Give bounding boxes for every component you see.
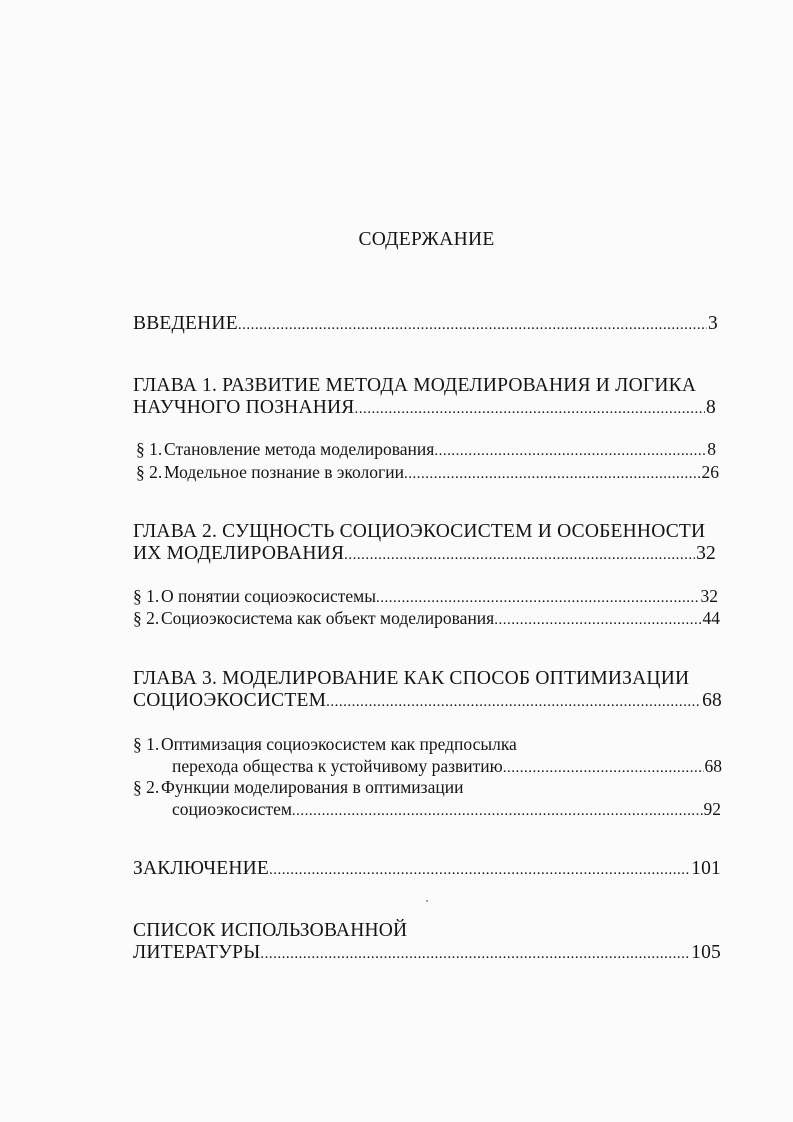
toc-entry-title: Социоэкосистема как объект моделирования	[161, 608, 495, 628]
toc-entry-chapter-1[interactable]	[133, 396, 716, 421]
page-number: 3	[708, 313, 718, 334]
toc-entry-section[interactable]	[172, 797, 721, 823]
page-number: 105	[691, 942, 721, 963]
dot-leader	[326, 690, 701, 714]
toc-entry-chapter-2[interactable]	[133, 542, 716, 567]
page-number: 44	[702, 608, 720, 628]
toc-entry-title: ВВЕДЕНИЕ	[133, 313, 238, 334]
page-number: 8	[707, 439, 716, 459]
chapter-2-heading[interactable]: ГЛАВА 2. СУЩНОСТЬ СОЦИОЭКОСИСТЕМ И ОСОБЕННОСТИ	[133, 521, 706, 542]
toc-entry-section[interactable]	[136, 460, 719, 486]
section-number: § 2.	[133, 777, 160, 797]
toc-entry-section-line1[interactable]	[133, 732, 517, 756]
scan-speck	[426, 900, 428, 902]
toc-entry-title: О понятии социоэкосистемы	[161, 586, 376, 606]
dot-leader	[355, 397, 706, 421]
chapter-3-heading[interactable]: ГЛАВА 3. МОДЕЛИРОВАНИЕ КАК СПОСОБ ОПТИМИЗАЦИИ	[133, 668, 690, 689]
dot-leader	[269, 858, 690, 882]
toc-entry-title: перехода общества к устойчивому развитию	[172, 756, 503, 776]
toc-entry-chapter-3[interactable]	[133, 689, 722, 714]
toc-entry-title: ИХ МОДЕЛИРОВАНИЯ	[133, 543, 345, 564]
page-number: 26	[701, 462, 719, 482]
page-number: 32	[700, 586, 718, 606]
section-number: § 1.	[133, 734, 160, 754]
section-number: § 2.	[133, 608, 160, 628]
toc-entry-title: СОЦИОЭКОСИСТЕМ	[133, 690, 327, 711]
dot-leader	[292, 799, 703, 823]
page-number: 32	[696, 543, 716, 564]
toc-entry-title: ЗАКЛЮЧЕНИЕ	[133, 858, 270, 879]
page-number: 101	[691, 858, 721, 879]
toc-entry-title: НАУЧНОГО ПОЗНАНИЯ	[133, 397, 355, 418]
page-number: 92	[703, 799, 721, 819]
dot-leader	[344, 543, 695, 567]
toc-entry-references[interactable]	[133, 941, 721, 966]
chapter-1-heading[interactable]: ГЛАВА 1. РАЗВИТИЕ МЕТОДА МОДЕЛИРОВАНИЯ И ЛОГИКА	[133, 375, 697, 396]
toc-entry-title: Функции моделирования в оптимизации	[161, 777, 464, 797]
dot-leader	[494, 608, 701, 632]
dot-leader	[238, 313, 707, 337]
dot-leader	[503, 756, 704, 780]
page-number: 68	[704, 756, 722, 776]
dot-leader	[404, 462, 701, 486]
toc-entry-title: Оптимизация социоэкосистем как предпосылка	[161, 734, 517, 754]
toc-entry-section-line1[interactable]	[133, 775, 463, 799]
toc-entry-title: социоэкосистем	[172, 799, 292, 819]
page-number: 8	[706, 397, 716, 418]
toc-entry-title: Становление метода моделирования	[164, 439, 435, 459]
toc-entry-title: Модельное познание в экологии	[164, 462, 404, 482]
section-number: § 2.	[136, 462, 163, 482]
references-heading[interactable]: СПИСОК ИСПОЛЬЗОВАННОЙ	[133, 920, 408, 941]
toc-entry-conclusion[interactable]	[133, 857, 721, 882]
page-title: СОДЕРЖАНИЕ	[358, 229, 495, 250]
section-number: § 1.	[133, 586, 160, 606]
toc-entry-intro[interactable]	[133, 312, 718, 337]
toc-entry-title: ЛИТЕРАТУРЫ	[133, 942, 261, 963]
toc-entry-section[interactable]	[133, 606, 720, 632]
page-number: 68	[702, 690, 722, 711]
section-number: § 1.	[136, 439, 163, 459]
dot-leader	[260, 942, 690, 966]
